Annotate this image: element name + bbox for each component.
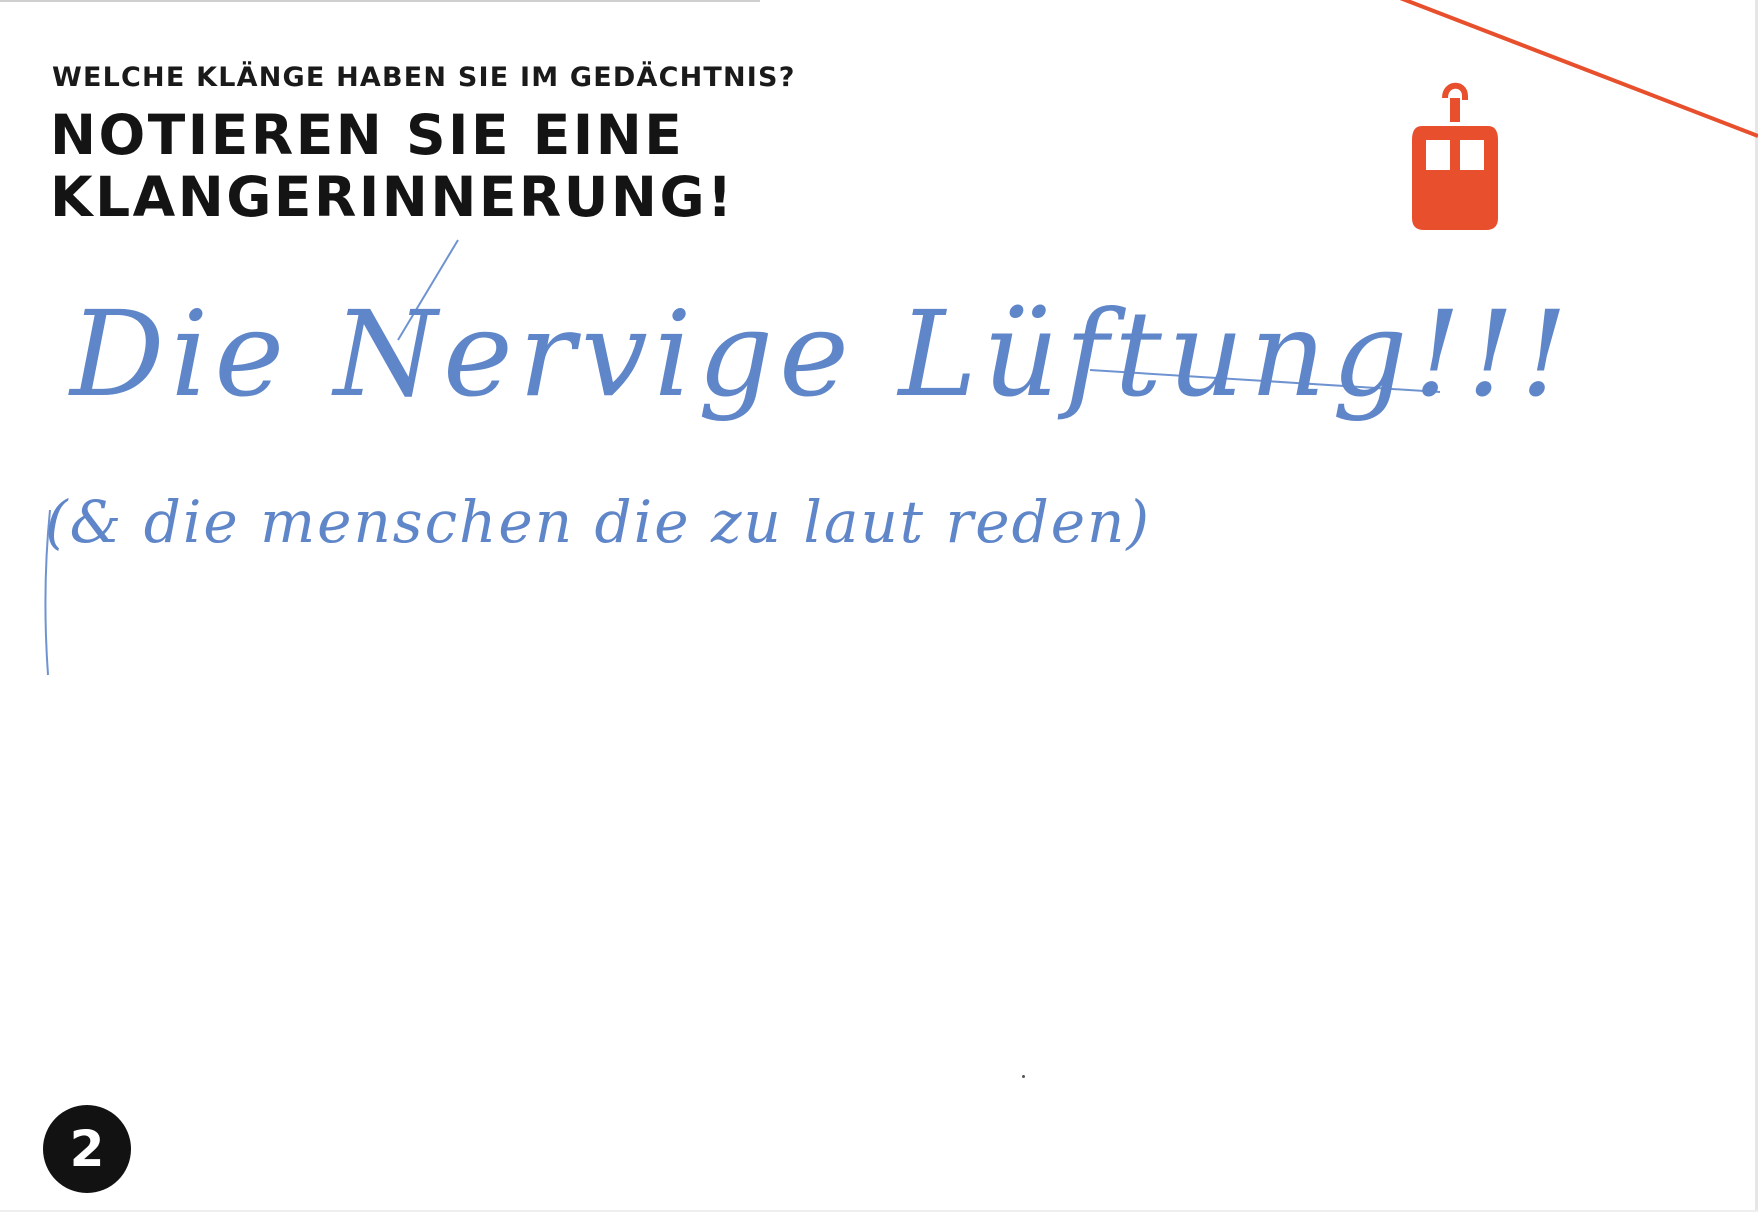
handwritten-note bbox=[0, 220, 1758, 690]
top-rule bbox=[0, 0, 760, 2]
gondola-cabin bbox=[1412, 126, 1498, 230]
gondola-window-left bbox=[1426, 140, 1450, 170]
handwritten-line-2: (& die menschen die zu laut reden) bbox=[45, 488, 1152, 556]
gondola-rod bbox=[1450, 98, 1460, 122]
cable-car-gondola-icon bbox=[1400, 0, 1758, 240]
stray-dot bbox=[1022, 1075, 1025, 1078]
headline-line-1: NOTIEREN SIE EINE bbox=[50, 103, 685, 167]
headline-line-2: KLANGERINNERUNG! bbox=[50, 165, 735, 229]
gondola-window-right bbox=[1460, 140, 1484, 170]
page-number-badge: 2 bbox=[43, 1105, 131, 1193]
gondola-hook bbox=[1445, 86, 1465, 100]
question-text: WELCHE KLÄNGE HABEN SIE IM GEDÄCHTNIS? bbox=[52, 62, 796, 93]
headline bbox=[50, 104, 735, 228]
handwritten-line-1: Die Nervige Lüftung!!! bbox=[70, 285, 1574, 423]
